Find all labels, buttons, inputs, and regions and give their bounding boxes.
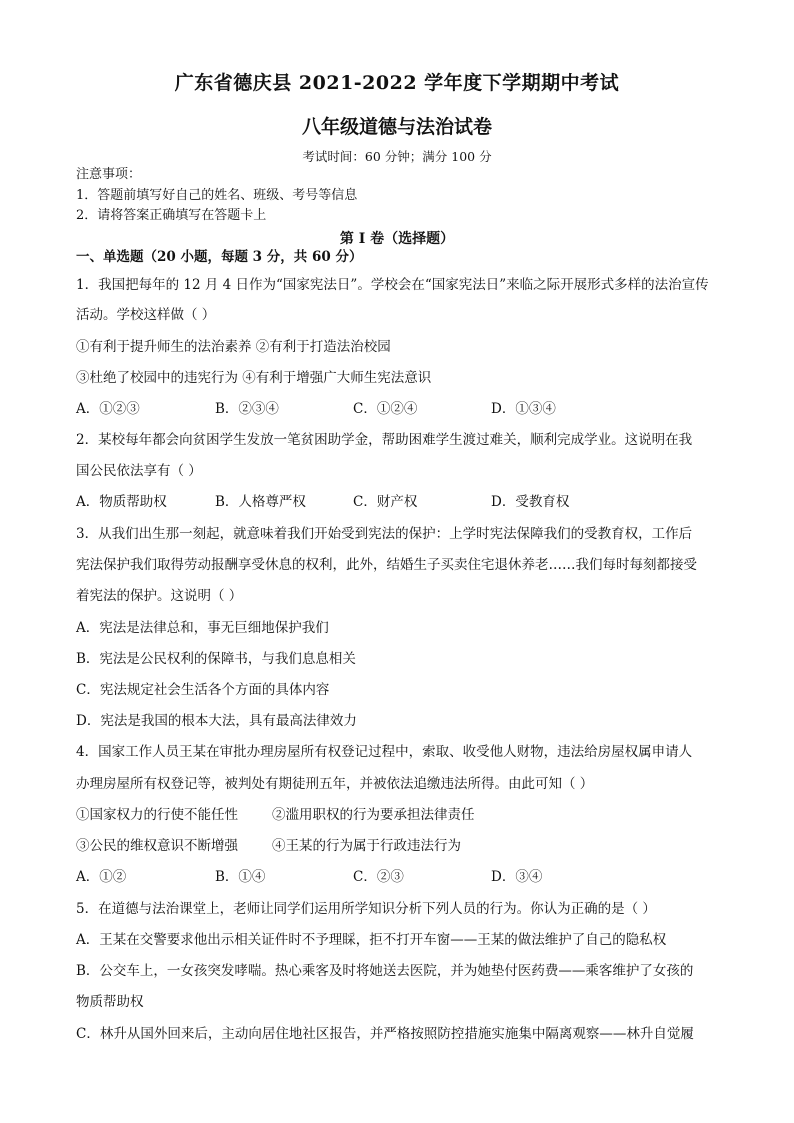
- q5-option-b-line2: 物质帮助权: [76, 994, 144, 1010]
- q1-option-c: C．①②④: [353, 401, 418, 417]
- q3-stem-line1: 3．从我们出生那一刻起，就意味着我们开始受到宪法的保护：上学时宪法保障我们的受教育权，工作后: [76, 526, 693, 542]
- q2-option-d: D．受教育权: [491, 494, 570, 510]
- q4-statement-3: ③公民的维权意识不断增强: [76, 838, 238, 854]
- q1-option-d: D．①③④: [491, 401, 556, 417]
- exam-title: 广东省德庆县 2021-2022 学年度下学期期中考试: [174, 72, 620, 94]
- q5-stem: 5．在道德与法治课堂上，老师让同学们运用所学知识分析下列人员的行为。你认为正确的是（ ）: [76, 901, 656, 917]
- q4-statement-4: ④王某的行为属于行政违法行为: [272, 838, 461, 854]
- q2-option-c: C．财产权: [353, 494, 418, 510]
- exam-info: 考试时间：60 分钟；满分 100 分: [302, 149, 492, 164]
- notice-item-2: 2．请将答案正确填写在答题卡上: [76, 208, 267, 223]
- q4-option-b: B．①④: [215, 869, 266, 885]
- q2-option-a: A．物质帮助权: [76, 494, 167, 510]
- q3-option-c: C．宪法规定社会生活各个方面的具体内容: [76, 682, 330, 698]
- q3-stem-line2: 宪法保护我们取得劳动报酬享受休息的权利，此外，结婚生子买卖住宅退休养老……我们每时每刻都接受: [76, 557, 697, 573]
- q5-option-c-line1: C．林升从国外回来后，主动向居住地社区报告，并严格按照防控措施实施集中隔离观察——林升自觉履: [76, 1026, 694, 1042]
- q1-stem-line2: 活动。学校这样做（ ）: [76, 307, 216, 323]
- q1-statement-2: ③杜绝了校园中的违宪行为 ④有利于增强广大师生宪法意识: [76, 370, 432, 386]
- q1-stem-line1: 1．我国把每年的 12 月 4 日作为“国家宪法日”。学校会在“国家宪法日”来临之际开展形式多样的法治宣传: [76, 277, 709, 293]
- section-title: 一、单选题（20 小题，每题 3 分，共 60 分）: [76, 249, 363, 265]
- q2-stem-line2: 国公民依法享有（ ）: [76, 463, 202, 479]
- q5-option-b-line1: B．公交车上，一女孩突发哮喘。热心乘客及时将她送去医院，并为她垫付医药费——乘客维护了女孩的: [76, 963, 694, 979]
- q2-stem-line1: 2．某校每年都会向贫困学生发放一笔贫困助学金，帮助困难学生渡过难关，顺利完成学业。这说明在我: [76, 432, 693, 448]
- q3-option-d: D．宪法是我国的根本大法，具有最高法律效力: [76, 713, 357, 729]
- q3-option-a: A．宪法是法律总和，事无巨细地保护我们: [76, 620, 329, 636]
- q5-option-a: A．王某在交警要求他出示相关证件时不予理睬，拒不打开车窗——王某的做法维护了自己的隐私权: [76, 932, 667, 948]
- notice-heading: 注意事项：: [76, 167, 142, 182]
- q4-option-c: C．②③: [353, 869, 404, 885]
- q4-stem-line2: 办理房屋所有权登记等，被判处有期徒刑五年，并被依法追缴违法所得。由此可知（ ）: [76, 776, 594, 792]
- q4-statement-1: ①国家权力的行使不能任性: [76, 807, 238, 823]
- q4-stem-line1: 4．国家工作人员王某在审批办理房屋所有权登记过程中，索取、收受他人财物，违法给房屋权属申请人: [76, 744, 693, 760]
- q1-option-a: A．①②③: [76, 401, 140, 417]
- q4-statement-2: ②滥用职权的行为要承担法律责任: [272, 807, 475, 823]
- q1-option-b: B．②③④: [215, 401, 279, 417]
- q3-option-b: B．宪法是公民权利的保障书，与我们息息相关: [76, 651, 356, 667]
- q1-statement-1: ①有利于提升师生的法治素养 ②有利于打造法治校园: [76, 339, 391, 355]
- q4-option-d: D．③④: [491, 869, 543, 885]
- part-title: 第 I 卷（选择题）: [339, 231, 455, 247]
- q4-option-a: A．①②: [76, 869, 127, 885]
- q3-stem-line3: 着宪法的保护。这说明（ ）: [76, 588, 243, 604]
- q2-option-b: B．人格尊严权: [215, 494, 306, 510]
- notice-item-1: 1．答题前填写好自己的姓名、班级、考号等信息: [76, 188, 358, 203]
- exam-subtitle: 八年级道德与法治试卷: [301, 116, 492, 138]
